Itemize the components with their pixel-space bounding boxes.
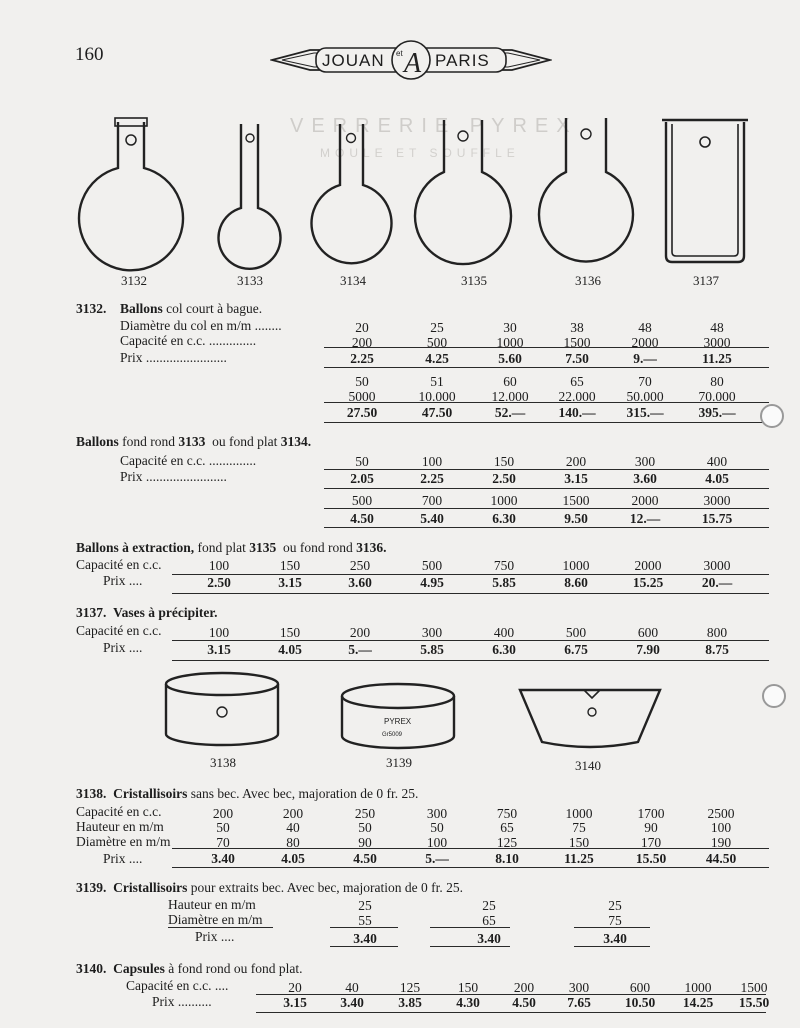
table-cell: 22.000 [558, 389, 596, 404]
table-cell: 20 [355, 320, 369, 335]
table-cell: 15.50 [738, 995, 770, 1010]
row-label: Prix .... [103, 573, 143, 588]
row-label: Capacité en c.c. .... [126, 978, 229, 993]
table-cell: 3.15 [564, 471, 588, 486]
table-cell: 1700 [637, 806, 665, 821]
table-cell: 25 [358, 898, 372, 913]
binder-hole [762, 684, 786, 708]
table-cell: 250 [354, 806, 376, 821]
capsule-3140-icon [520, 690, 660, 747]
table-cell: 100 [208, 558, 230, 573]
beaker-3137-icon [662, 120, 748, 262]
table-cell: 3.15 [283, 995, 307, 1010]
table-cell: 48 [710, 320, 724, 335]
table-cell: 300 [426, 806, 448, 821]
row-label: Prix .... [103, 640, 143, 655]
row-label: Diamètre du col en m/m ........ [120, 318, 282, 333]
flask-illustrations [60, 110, 760, 280]
table-cell: 3.15 [207, 642, 231, 657]
table-cell: 5000 [348, 389, 376, 404]
table-cell: 400 [706, 454, 728, 469]
row-label: Prix ........................ [120, 350, 227, 365]
table-cell: 1500 [562, 493, 590, 508]
table-cell: 25 [608, 898, 622, 913]
flask-3133-icon [218, 124, 280, 269]
row-label: Capacité en c.c. .............. [120, 453, 257, 468]
table-cell: 90 [358, 835, 372, 850]
table-cell: 65 [570, 374, 584, 389]
table-cell: 500 [565, 625, 587, 640]
crystallizer-3139-icon [342, 684, 454, 748]
table-cell: 25 [482, 898, 496, 913]
table-cell: 200 [565, 454, 587, 469]
illustration-label: 3140 [575, 758, 601, 773]
row-label: Capacité en c.c. .............. [120, 333, 257, 348]
illustration-label: 3139 [386, 755, 412, 770]
table-cell: 38 [570, 320, 584, 335]
row-label: Prix .... [195, 929, 235, 944]
table-cell: 7.50 [565, 351, 589, 366]
section-3140-heading: 3140. Capsules à fond rond ou fond plat. [76, 961, 303, 976]
section-3132-number: 3132. [76, 301, 107, 316]
table-cell: 30 [503, 320, 517, 335]
row-label: Capacité en c.c. [76, 804, 162, 819]
table-cell: 50 [358, 820, 372, 835]
table-cell: 100 [710, 820, 732, 835]
section-3137-heading: 3137. Vases à précipiter. [76, 605, 218, 620]
table-cell: 2.25 [350, 351, 374, 366]
section-3135-heading: Ballons à extraction, fond plat 3135 ou fond rond 3136. [76, 540, 387, 555]
table-cell: 2.25 [420, 471, 444, 486]
table-cell: 150 [279, 625, 301, 640]
illustration-label: 3134 [340, 273, 366, 288]
table-cell: 125 [496, 835, 518, 850]
table-cell: 75 [608, 913, 622, 928]
row-label: Prix .......... [152, 994, 212, 1009]
table-cell: 500 [426, 335, 448, 350]
brand-right: PARIS [435, 51, 490, 70]
table-cell: 12.— [629, 511, 661, 526]
table-cell: 44.50 [705, 851, 737, 866]
table-cell: 11.25 [702, 351, 732, 366]
table-cell: 190 [710, 835, 732, 850]
dish-illustrations [160, 668, 680, 760]
table-cell: 50 [355, 374, 369, 389]
row-label: Prix .... [103, 851, 143, 866]
table-cell: 300 [421, 625, 443, 640]
table-cell: 4.50 [350, 511, 374, 526]
table-cell: 2000 [634, 558, 662, 573]
table-cell: 3.40 [211, 851, 235, 866]
row-label: Hauteur en m/m [76, 819, 164, 834]
table-cell: 12.000 [491, 389, 529, 404]
table-cell: 20.— [701, 575, 733, 590]
table-cell: 4.95 [420, 575, 444, 590]
table-cell: 4.05 [278, 642, 302, 657]
section-3133-heading: Ballons fond rond 3133 ou fond plat 3134. [76, 434, 312, 449]
table-cell: 395.— [698, 405, 736, 420]
table-cell: 70 [216, 835, 230, 850]
table-cell: 52.— [494, 405, 526, 420]
table-cell: 27.50 [346, 405, 378, 420]
table-cell: 5.— [425, 851, 449, 866]
row-label: Capacité en c.c. [76, 623, 162, 638]
table-cell: 140.— [558, 405, 596, 420]
row-label: Hauteur en m/m [168, 897, 256, 912]
table-cell: 15.25 [632, 575, 664, 590]
table-cell: 3.15 [278, 575, 302, 590]
table-cell: 4.05 [705, 471, 729, 486]
table-cell: 600 [637, 625, 659, 640]
table-cell: 750 [496, 806, 518, 821]
table-cell: 3000 [703, 493, 731, 508]
table-cell: 4.25 [425, 351, 449, 366]
table-cell: 600 [629, 980, 651, 995]
table-cell: 7.65 [567, 995, 591, 1010]
table-cell: 2.50 [207, 575, 231, 590]
table-cell: 6.30 [492, 511, 516, 526]
crystallizer-3138-icon [166, 673, 278, 745]
table-cell: 3.85 [398, 995, 422, 1010]
table-cell: 60 [503, 374, 517, 389]
table-cell: 4.05 [281, 851, 305, 866]
table-cell: 500 [421, 558, 443, 573]
table-cell: 700 [421, 493, 443, 508]
table-cell: 80 [286, 835, 300, 850]
table-cell: 1000 [565, 806, 593, 821]
table-cell: 250 [349, 558, 371, 573]
row-label: Diamètre en m/m [168, 912, 263, 927]
table-cell: 5.40 [420, 511, 444, 526]
table-cell: 2000 [631, 335, 659, 350]
table-cell: 100 [426, 835, 448, 850]
table-cell: 3.40 [477, 931, 501, 946]
table-cell: 6.30 [492, 642, 516, 657]
table-cell: 3.40 [353, 931, 377, 946]
table-cell: 200 [349, 625, 371, 640]
table-cell: 40 [286, 820, 300, 835]
table-cell: 5.— [348, 642, 372, 657]
table-cell: 4.50 [353, 851, 377, 866]
table-cell: 8.75 [705, 642, 729, 657]
table-cell: 200 [282, 806, 304, 821]
table-cell: 150 [457, 980, 479, 995]
table-cell: 200 [351, 335, 373, 350]
table-cell: 50.000 [626, 389, 664, 404]
table-cell: 400 [493, 625, 515, 640]
table-cell: 50 [355, 454, 369, 469]
table-cell: 80 [710, 374, 724, 389]
illustration-label: 3135 [461, 273, 487, 288]
table-cell: 3000 [703, 558, 731, 573]
row-label: Prix ........................ [120, 469, 227, 484]
table-cell: 2.50 [492, 471, 516, 486]
illustration-label: 3136 [575, 273, 601, 288]
row-label: Diamètre en m/m [76, 834, 171, 849]
illustration-label: 3133 [237, 273, 263, 288]
illustration-label: 3138 [210, 755, 236, 770]
section-3132-heading: Ballons col court à bague. [120, 301, 263, 316]
table-cell: 5.85 [492, 575, 516, 590]
brand-mono-small: et [396, 49, 403, 58]
table-cell: 9.50 [564, 511, 588, 526]
table-cell: 1500 [563, 335, 591, 350]
table-cell: 65 [482, 913, 496, 928]
table-cell: 65 [500, 820, 514, 835]
table-cell: 3.60 [633, 471, 657, 486]
table-cell: 1000 [490, 493, 518, 508]
table-cell: 6.75 [564, 642, 588, 657]
table-cell: 5.60 [498, 351, 522, 366]
table-cell: 47.50 [421, 405, 453, 420]
flask-3132-icon [79, 118, 183, 270]
section-3138-heading: 3138. Cristallisoirs sans bec. Avec bec, majoration de 0 fr. 25. [76, 786, 419, 801]
table-cell: 5.85 [420, 642, 444, 657]
table-cell: 4.30 [456, 995, 480, 1010]
table-cell: 15.50 [635, 851, 667, 866]
table-cell: 800 [706, 625, 728, 640]
ghost-subtitle: MOULE ET SOUFFLE [320, 146, 520, 160]
table-cell: 50 [216, 820, 230, 835]
table-cell: 10.000 [418, 389, 456, 404]
table-cell: 25 [430, 320, 444, 335]
table-cell: 90 [644, 820, 658, 835]
table-cell: 125 [399, 980, 421, 995]
table-cell: 200 [212, 806, 234, 821]
row-label: Capacité en c.c. [76, 557, 162, 572]
table-cell: 9.— [633, 351, 657, 366]
illustration-label: 3132 [121, 273, 147, 288]
table-cell: 48 [638, 320, 652, 335]
table-cell: 40 [345, 980, 359, 995]
table-cell: 20 [288, 980, 302, 995]
brand-left: JOUAN [322, 51, 385, 70]
table-cell: 11.25 [564, 851, 594, 866]
table-cell: 150 [493, 454, 515, 469]
table-cell: 70 [638, 374, 652, 389]
table-cell: 14.25 [682, 995, 714, 1010]
table-cell: 8.10 [495, 851, 519, 866]
brand-monogram: A [404, 48, 422, 79]
table-cell: 100 [208, 625, 230, 640]
table-cell: 3000 [703, 335, 731, 350]
table-cell: 1000 [684, 980, 712, 995]
table-cell: 100 [421, 454, 443, 469]
table-cell: 150 [279, 558, 301, 573]
table-cell: 2500 [707, 806, 735, 821]
pyrex-sub: Gr5009 [382, 732, 403, 738]
table-cell: 3.40 [340, 995, 364, 1010]
table-cell: 1000 [496, 335, 524, 350]
ghost-title: VERRERIE PYREX [290, 115, 578, 137]
table-cell: 4.50 [512, 995, 536, 1010]
table-cell: 315.— [626, 405, 664, 420]
flask-3134-icon [312, 124, 392, 263]
table-cell: 170 [640, 835, 662, 850]
table-cell: 51 [430, 374, 444, 389]
table-cell: 55 [358, 913, 372, 928]
table-cell: 2.05 [350, 471, 374, 486]
table-cell: 3.60 [348, 575, 372, 590]
jouan-paris-logo [270, 38, 552, 82]
flask-3135-icon [415, 120, 511, 264]
pyrex-stamp: PYREX [384, 717, 412, 726]
table-cell: 500 [351, 493, 373, 508]
table-cell: 7.90 [636, 642, 660, 657]
table-cell: 1000 [562, 558, 590, 573]
page-number: 160 [75, 44, 104, 65]
table-cell: 75 [572, 820, 586, 835]
table-cell: 1500 [740, 980, 768, 995]
illustration-label: 3137 [693, 273, 719, 288]
table-cell: 50 [430, 820, 444, 835]
table-cell: 200 [513, 980, 535, 995]
flask-3136-icon [539, 118, 633, 262]
binder-hole [760, 404, 784, 428]
section-3139-heading: 3139. Cristallisoirs pour extraits bec. Avec bec, majoration de 0 fr. 25. [76, 880, 464, 895]
table-cell: 750 [493, 558, 515, 573]
table-cell: 8.60 [564, 575, 588, 590]
table-cell: 150 [568, 835, 590, 850]
table-cell: 300 [634, 454, 656, 469]
table-cell: 300 [568, 980, 590, 995]
table-cell: 3.40 [603, 931, 627, 946]
table-cell: 15.75 [701, 511, 733, 526]
table-cell: 10.50 [624, 995, 656, 1010]
table-cell: 70.000 [698, 389, 736, 404]
table-cell: 2000 [631, 493, 659, 508]
